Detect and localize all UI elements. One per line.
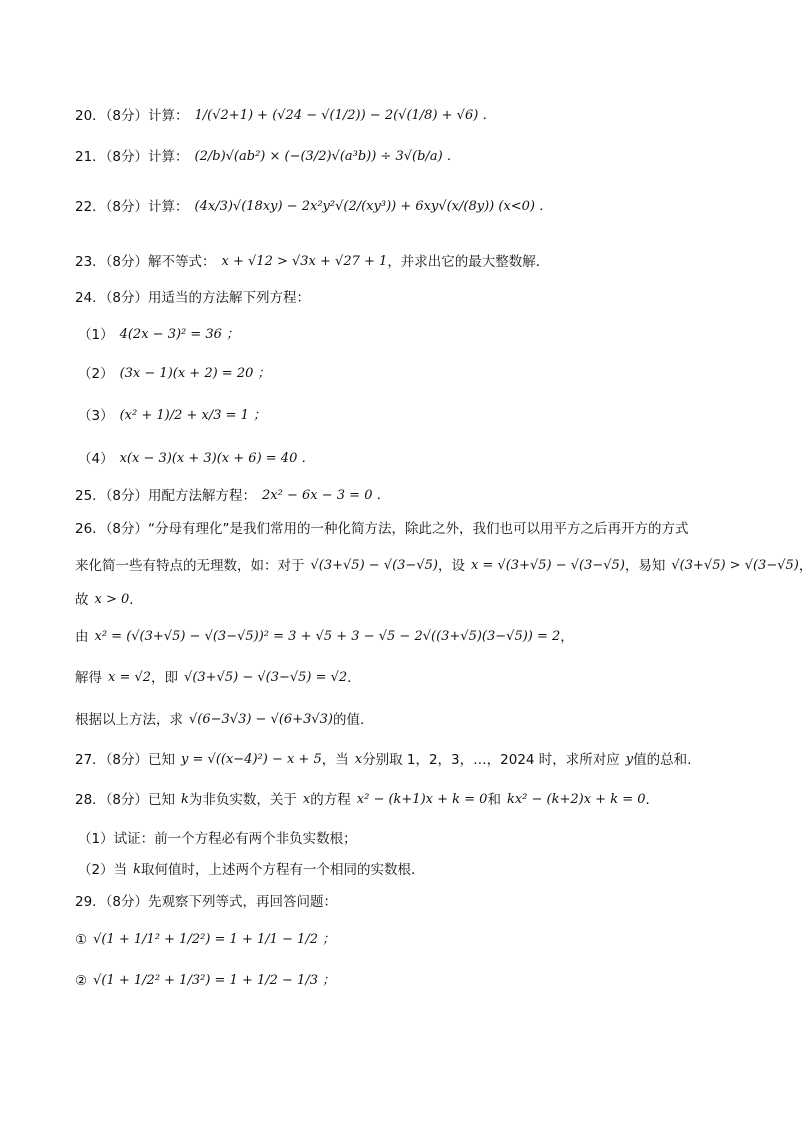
text-segment: 故 bbox=[75, 592, 89, 608]
problem-label: 26．（8分）“分母有理化”是我们常用的一种化简方法，除此之外，我们也可以用平方之后再开方的方式 bbox=[75, 521, 689, 537]
problem-math: (4x/3)√(18xy) − 2x²y²√(2/(xy³)) + 6xy√(x/(8y)) (x<0) ． bbox=[194, 199, 553, 214]
subproblem-label: ② bbox=[75, 973, 88, 989]
problem-26-line-2 bbox=[75, 556, 812, 576]
problem-24 bbox=[75, 288, 310, 308]
problem-label: 24．（8分）用适当的方法解下列方程： bbox=[75, 290, 311, 306]
problem-24-2 bbox=[78, 364, 271, 384]
math-segment: x bbox=[354, 752, 363, 767]
text-segment: ，即 bbox=[151, 670, 179, 686]
problem-suffix: ，并求出它的最大整数解． bbox=[387, 254, 550, 270]
text-segment: 为非负实数，关于 bbox=[188, 792, 297, 808]
subproblem-math: x(x − 3)(x + 3)(x + 6) = 40 ． bbox=[119, 451, 315, 466]
problem-26-line-5 bbox=[75, 668, 361, 688]
text-segment: 根据以上方法，求 bbox=[75, 712, 183, 728]
problem-25 bbox=[75, 486, 390, 506]
math-segment: kx² − (k+2)x + k = 0 bbox=[506, 792, 646, 807]
math-segment: k bbox=[181, 792, 189, 807]
math-segment: y bbox=[625, 752, 634, 767]
math-segment: √(3+√5) − √(3−√5) bbox=[310, 558, 438, 573]
text-segment: （2）当 bbox=[78, 862, 128, 878]
text-segment: ， bbox=[798, 558, 812, 574]
subproblem-math: (x² + 1)/2 + x/3 = 1 ； bbox=[119, 408, 267, 423]
text-segment: ， bbox=[560, 629, 574, 645]
problem-26-line-3 bbox=[75, 590, 143, 610]
subproblem-math: √(1 + 1/1² + 1/2²) = 1 + 1/1 − 1/2 ； bbox=[93, 932, 336, 947]
math-segment: √(6−3√3) − √(6+3√3) bbox=[189, 712, 333, 727]
text-segment: 28．（8分）已知 bbox=[75, 792, 176, 808]
problem-28 bbox=[75, 790, 659, 810]
problem-math: 1/(√2+1) + (√24 − √(1/2)) − 2(√(1/8) + √6) ． bbox=[194, 108, 496, 123]
text-segment: 解得 bbox=[75, 670, 102, 686]
subproblem-math: (3x − 1)(x + 2) = 20 ； bbox=[119, 366, 271, 381]
text-segment: 的方程 bbox=[310, 792, 351, 808]
math-segment: x > 0 bbox=[94, 592, 130, 607]
math-segment: x bbox=[302, 792, 311, 807]
text-segment: ，当 bbox=[321, 752, 349, 768]
problem-26-line-6 bbox=[75, 710, 364, 730]
math-segment: y = √((x−4)²) − x + 5 bbox=[181, 752, 322, 767]
text-segment: ． bbox=[645, 792, 660, 808]
subproblem-label: （4） bbox=[78, 451, 114, 467]
problem-29-2 bbox=[75, 971, 335, 991]
math-segment: √(3+√5) − √(3−√5) = √2 bbox=[184, 670, 348, 685]
text-segment: 分别取 1，2，3，…，2024 时，求所对应 bbox=[362, 752, 620, 768]
math-segment: x² = (√(3+√5) − √(3−√5))² = 3 + √5 + 3 − √5 − 2√((3+√5)(3−√5)) = 2 bbox=[94, 629, 561, 644]
problem-24-3 bbox=[78, 406, 266, 426]
text-segment: 来化简一些有特点的无理数，如：对于 bbox=[75, 558, 305, 574]
subproblem-math: 4(2x − 3)² = 36 ； bbox=[119, 327, 240, 342]
problem-28-1 bbox=[78, 829, 357, 849]
problem-math: 2x² − 6x − 3 = 0 ． bbox=[262, 488, 390, 503]
problem-27 bbox=[75, 750, 691, 770]
problem-22 bbox=[75, 197, 552, 217]
problem-label: 21．（8分）计算： bbox=[75, 149, 189, 165]
problem-21 bbox=[75, 147, 460, 167]
subproblem-label: （1） bbox=[78, 327, 114, 343]
problem-20 bbox=[75, 106, 495, 126]
text-segment: 值的总和. bbox=[633, 752, 692, 768]
text-segment: 和 bbox=[487, 792, 501, 808]
text-segment: ． bbox=[129, 592, 143, 608]
subproblem-label: （2） bbox=[78, 366, 114, 382]
problem-label: 25．（8分）用配方法解方程： bbox=[75, 488, 257, 504]
subproblem-label: （3） bbox=[78, 408, 114, 424]
problem-29 bbox=[75, 892, 337, 912]
math-segment: x² − (k+1)x + k = 0 bbox=[356, 792, 488, 807]
subproblem-math: √(1 + 1/2² + 1/3²) = 1 + 1/2 − 1/3 ； bbox=[93, 973, 336, 988]
problem-math: x + √12 > √3x + √27 + 1 bbox=[221, 254, 388, 269]
math-segment: x = √(3+√5) − √(3−√5) bbox=[470, 558, 625, 573]
text-segment: 取何值时，上述两个方程有一个相同的实数根． bbox=[140, 862, 425, 878]
text-segment: 由 bbox=[75, 629, 89, 645]
problem-26-line-1 bbox=[75, 519, 689, 539]
subproblem-label: ① bbox=[75, 932, 88, 948]
math-segment: x = √2 bbox=[108, 670, 152, 685]
problem-math: (2/b)√(ab²) × (−(3/2)√(a³b)) ÷ 3√(b/a) ． bbox=[194, 149, 460, 164]
problem-24-4 bbox=[78, 449, 314, 469]
text-segment: ． bbox=[347, 670, 361, 686]
subproblem-label: （1）试证：前一个方程必有两个非负实数根； bbox=[78, 831, 357, 847]
text-segment: 27．（8分）已知 bbox=[75, 752, 176, 768]
problem-29-1 bbox=[75, 930, 335, 950]
problem-26-line-4 bbox=[75, 627, 574, 647]
text-segment: ，设 bbox=[437, 558, 465, 574]
math-segment: √(3+√5) > √(3−√5) bbox=[671, 558, 799, 573]
text-segment: ，易知 bbox=[624, 558, 666, 574]
problem-label: 29．（8分）先观察下列等式，再回答问题： bbox=[75, 894, 338, 910]
problem-28-2 bbox=[78, 860, 424, 880]
problem-label: 20．（8分）计算： bbox=[75, 108, 189, 124]
problem-label: 22．（8分）计算： bbox=[75, 199, 189, 215]
math-segment: k bbox=[133, 862, 141, 877]
problem-24-1 bbox=[78, 325, 239, 345]
problem-23 bbox=[75, 252, 549, 272]
problem-label: 23．（8分）解不等式： bbox=[75, 254, 216, 270]
text-segment: 的值. bbox=[333, 712, 365, 728]
